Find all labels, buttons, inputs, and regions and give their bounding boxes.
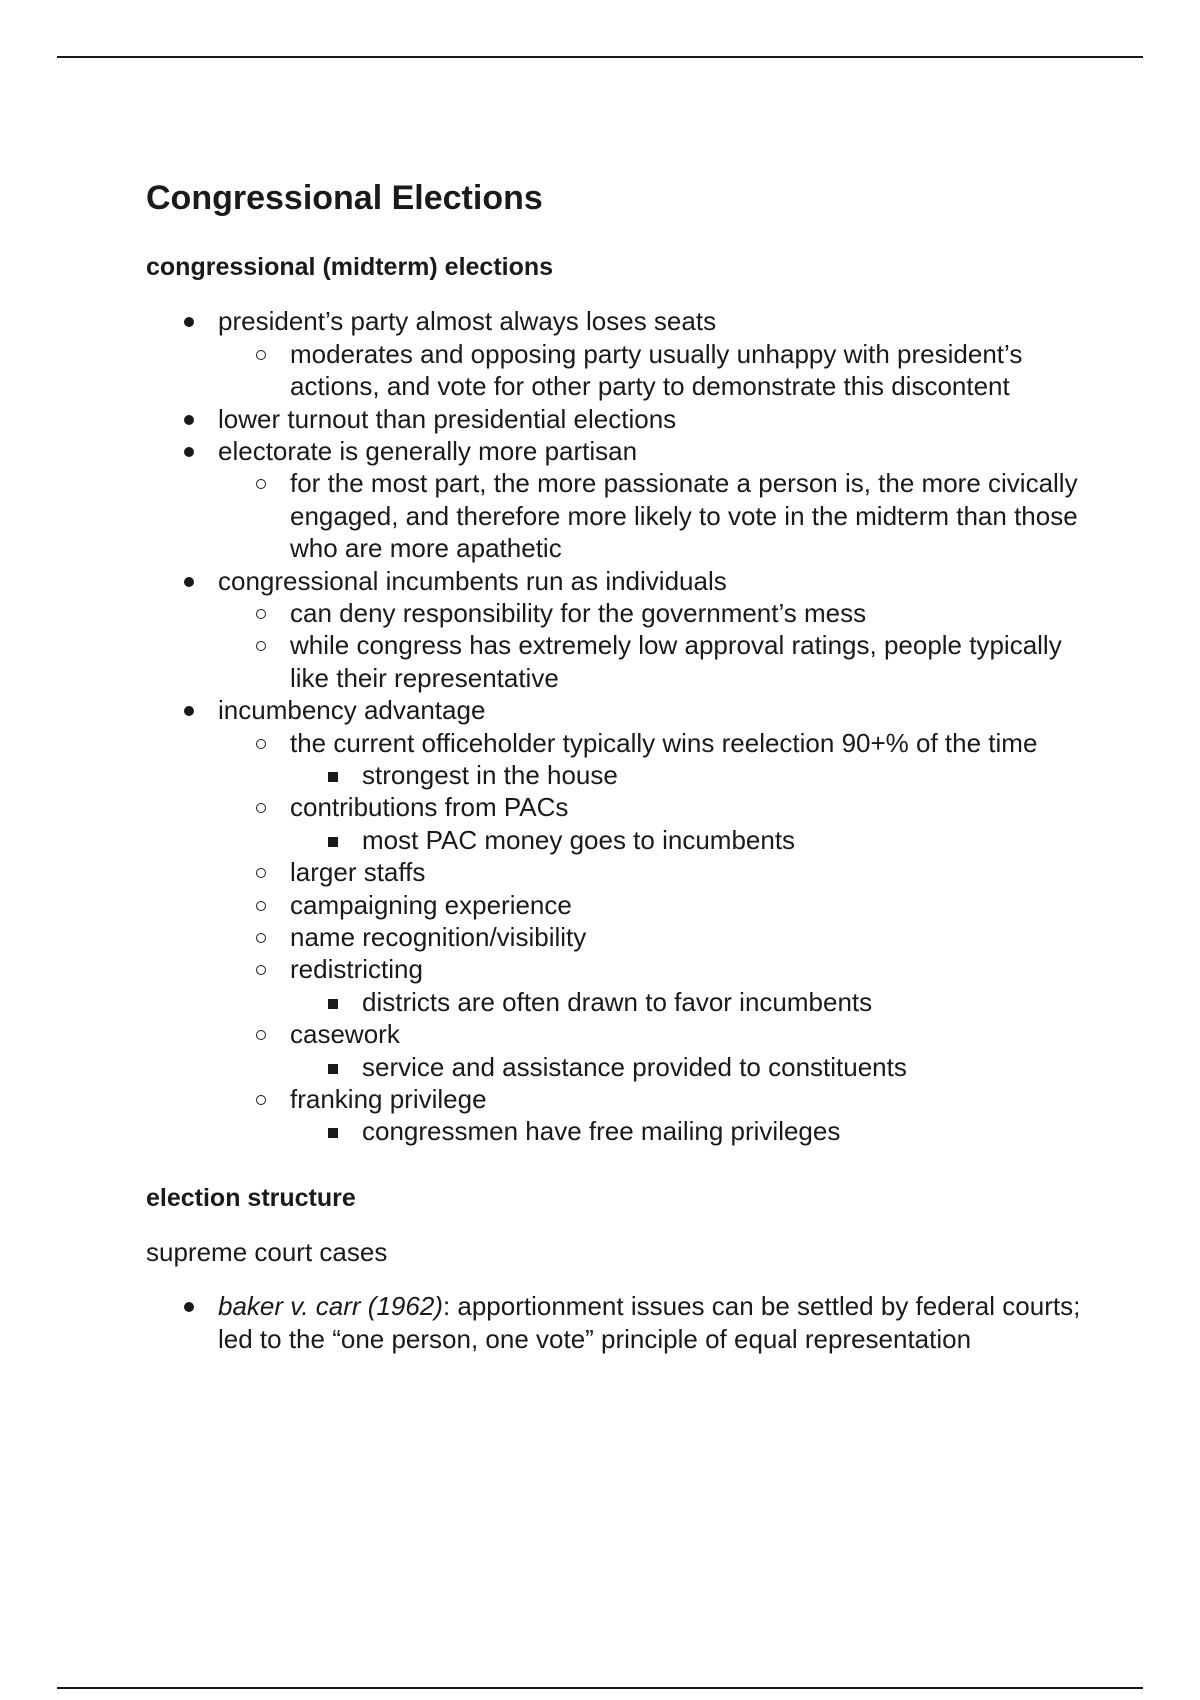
list-item: districts are often drawn to favor incumbents [362,986,873,1017]
sub-list [218,338,1096,403]
sub-list [218,467,1096,564]
list-item: can deny responsibility for the government’s mess [290,597,867,628]
list-item: electorate is generally more partisan for the most part, the more passionate a person is, the more civically engaged, and therefore more likely to vote in the midterm than those who are more apathetic [146,435,1096,565]
list-item: lower turnout than presidential elections [218,403,677,434]
case-description: : apportionment issues can be settled by federal courts; led to the “one person, one vote” principle of equal representation [218,1291,1081,1354]
list-item: campaigning experience [290,889,572,920]
sub-sub-list [290,986,1096,1018]
list-item: most PAC money goes to incumbents [362,824,796,855]
section-heading-midterm: congressional (midterm) elections [146,252,554,281]
subheading-supreme-court-cases: supreme court cases [146,1237,388,1268]
page-title: Congressional Elections [146,179,543,217]
top-rule [57,56,1143,58]
list-item [146,1290,1096,1355]
list-item: president’s party almost always loses seats moderates and opposing party usually unhappy with president’s actions, and vote for other party to demonstrate this discontent [146,305,1096,402]
sub-sub-list [290,759,1096,791]
midterm-list [146,305,1096,1148]
list-item: moderates and opposing party usually unhappy with president’s actions, and vote for other party to demonstrate this discontent [290,338,1023,402]
list-item: service and assistance provided to constituents [362,1051,907,1082]
list-item: larger staffs [290,857,426,888]
list-item: contributions from PACs most PAC money goes to incumbents [218,791,1096,856]
list-item: congressional incumbents run as individuals can deny responsibility for the government’s mess while congress has extremely low approval ratings, people typically like their representative [146,565,1096,695]
cases-list [146,1290,1096,1355]
list-item: while congress has extremely low approval ratings, people typically like their representative [290,630,1062,693]
sub-sub-list [290,824,1096,856]
list-item: the current officeholder typically wins reelection 90+% of the time strongest in the house [218,727,1096,792]
list-item: franking privilege congressmen have free mailing privileges [218,1083,1096,1148]
sub-sub-list [290,1051,1096,1083]
case-name: baker v. carr (1962) [218,1291,443,1322]
sub-list [218,727,1096,1148]
list-item: incumbency advantage the current officeholder typically wins reelection 90+% of the time strongest in the house contributions from PACs most PAC money goes to incumbents larger staffs campaigning experience name recognition/visibility redistricting districts are often drawn to favor incumbents casework service and assistance provided to constituents franking privilege congressmen have free mailing privileges [146,694,1096,1148]
list-item: congressmen have free mailing privileges [362,1116,841,1147]
bottom-rule [57,1687,1143,1689]
list-item: casework service and assistance provided to constituents [218,1018,1096,1083]
section-heading-election-structure: election structure [146,1183,356,1212]
list-item: redistricting districts are often drawn to favor incumbents [218,953,1096,1018]
list-item: strongest in the house [362,759,618,790]
sub-sub-list [290,1115,1096,1147]
list-item: for the most part, the more passionate a person is, the more civically engaged, and therefore more likely to vote in the midterm than those who are more apathetic [290,468,1078,564]
sub-list [218,597,1096,694]
document-body [146,178,1096,1355]
list-item: name recognition/visibility [290,922,587,953]
